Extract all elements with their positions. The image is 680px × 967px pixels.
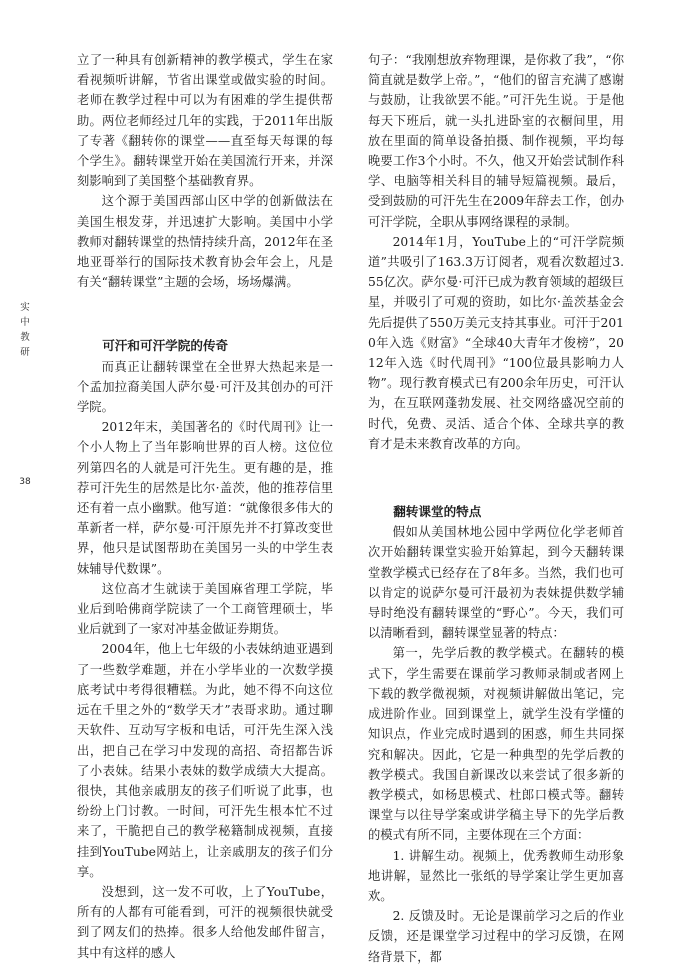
- left-column: [77, 50, 333, 963]
- paragraph: 假如从美国林地公园中学两位化学老师首次开始翻转课堂实验开始算起，到今天翻转课堂教学模式已经存在了8年多。当然，我们也可以肯定的说萨尔曼可汗最初为表妹提供数学辅导时绝没有翻转课堂的“野心”。今天，我们可以清晰看到，翻转课堂显著的特点：: [368, 525, 624, 641]
- page-number: 38: [19, 477, 31, 487]
- paragraph: 2004年，他上七年级的小表妹纳迪亚遇到了一些数学难题，并在小学毕业的一次数学摸底考试中考得很糟糕。为此，她不得不向这位远在千里之外的“数学天才”表哥求助。通过聊天软件、互动写字板和电话，可汗先生深入浅出，把自己在学习中发现的高招、奇招都告诉了小表妹。结果小表妹的数学成绩大大提高。很快，其他亲戚朋友的孩子们听说了此事，也纷纷上门讨教。一时间，可汗先生根本忙不过来了，干脆把自己的教学秘籍制成视频，直接挂到YouTube网站上，让亲戚朋友的孩子们分享。: [77, 642, 333, 879]
- paragraph: 立了一种具有创新精神的教学模式，学生在家看视频听讲解，节省出课堂或做实验的时间。老师在教学过程中可以为有困难的学生提供帮助。两位老师经过几年的实践，于2011年出版了专著《翻转你的课堂——直至每天每课的每个学生》。翻转课堂开始在美国流行开来，并深刻影响到了美国整个基础教育界。: [77, 53, 333, 189]
- section-heading: 翻转课堂的特点: [393, 504, 482, 520]
- paragraph: 2014年1月，YouTube上的“可汗学院频道”共吸引了163.3万订阅者，观看次数超过3.55亿次。萨尔曼·可汗已成为教育领域的超级巨星，并吸引了可观的资助，如比尔·盖茨基金会先后提供了550万美元支持其事业。可汗于2010年入选《财富》“全球40大青年才俊榜”，2012年入选《时代周刊》“100位最具影响力人物”。现行教育模式已有200余年历史，可汗认为，在互联网蓬勃发展、社交网络盛况空前的时代，免费、灵活、适合个体、全球共享的教育才是未来教育改革的方向。: [368, 234, 624, 451]
- paragraph: 第一，先学后教的教学模式。在翻转的模式下，学生需要在课前学习教师录制或者网上下载的教学微视频，对视频讲解做出笔记，完成进阶作业。回到课堂上，就学生没有学懂的知识点，作业完成时遇到的困惑，师生共同探究和解决。因此，它是一种典型的先学后教的教学模式。我国自新课改以来尝试了很多新的教学模式，如杨思模式、杜郎口模式等。翻转课堂与以往导学案或讲学稿主导下的先学后教的模式有所不同，主要体现在三个方面：: [368, 646, 624, 843]
- section-heading: 可汗和可汗学院的传奇: [102, 338, 229, 354]
- paragraph: 这个源于美国西部山区中学的创新做法在美国生根发芽，并迅速扩大影响。美国中小学教师对翻转课堂的热情持续升高，2012年在圣地亚哥举行的国际技术教育协会年会上，凡是有关“翻转课堂”主题的会场，场场爆满。: [77, 194, 333, 290]
- paragraph: 没想到，这一发不可收，上了YouTube，所有的人都有可能看到，可汗的视频很快就受到了网友们的热捧。很多人给他发邮件留言，其中有这样的感人: [77, 884, 333, 960]
- paragraph: 而真正让翻转课堂在全世界大热起来是一个孟加拉裔美国人萨尔曼·可汗及其创办的可汗学院。: [77, 359, 333, 415]
- paragraph: 2012年末，美国著名的《时代周刊》让一个小人物上了当年影响世界的百人榜。这位位列第四名的人就是可汗先生。更有趣的是，推荐可汗先生的居然是比尔·盖茨，他的推荐信里还有着一点小幽默。他写道：“就像很多伟大的革新者一样，萨尔曼·可汗原先并不打算改变世界，他只是试图帮助在美国另一头的中学生表妹辅导代数课”。: [77, 420, 333, 576]
- list-item: 2. 反馈及时。无论是课前学习之后的作业反馈，还是课堂学习过程中的学习反馈，在网络背景下，都: [368, 909, 624, 964]
- paragraph: 句子：“我刚想放弃物理课，是你救了我”，“你简直就是数学上帝。”，“他们的留言充满了感谢与鼓励，让我欲罢不能。”可汗先生说。于是他每天下班后，就一头扎进卧室的衣橱间里，用放在里面的简单设备拍摄、制作视频，平均每晚要工作3个小时。不久，他又开始尝试制作科学、电脑等相关科目的辅导短篇视频。最后，受到鼓励的可汗先生在2009年辞去工作，创办可汗学院，全职从事网络课程的录制。: [368, 53, 624, 229]
- paragraph: 这位高才生就读于美国麻省理工学院，毕业后到哈佛商学院读了一个工商管理硕士，毕业后就到了一家对冲基金做证券期货。: [77, 581, 333, 637]
- journal-section-label: 实 中 教 研: [20, 302, 30, 358]
- right-column: [368, 50, 624, 967]
- list-item: 1. 讲解生动。视频上，优秀教师生动形象地讲解，显然比一张纸的导学案让学生更加喜欢。: [368, 848, 624, 903]
